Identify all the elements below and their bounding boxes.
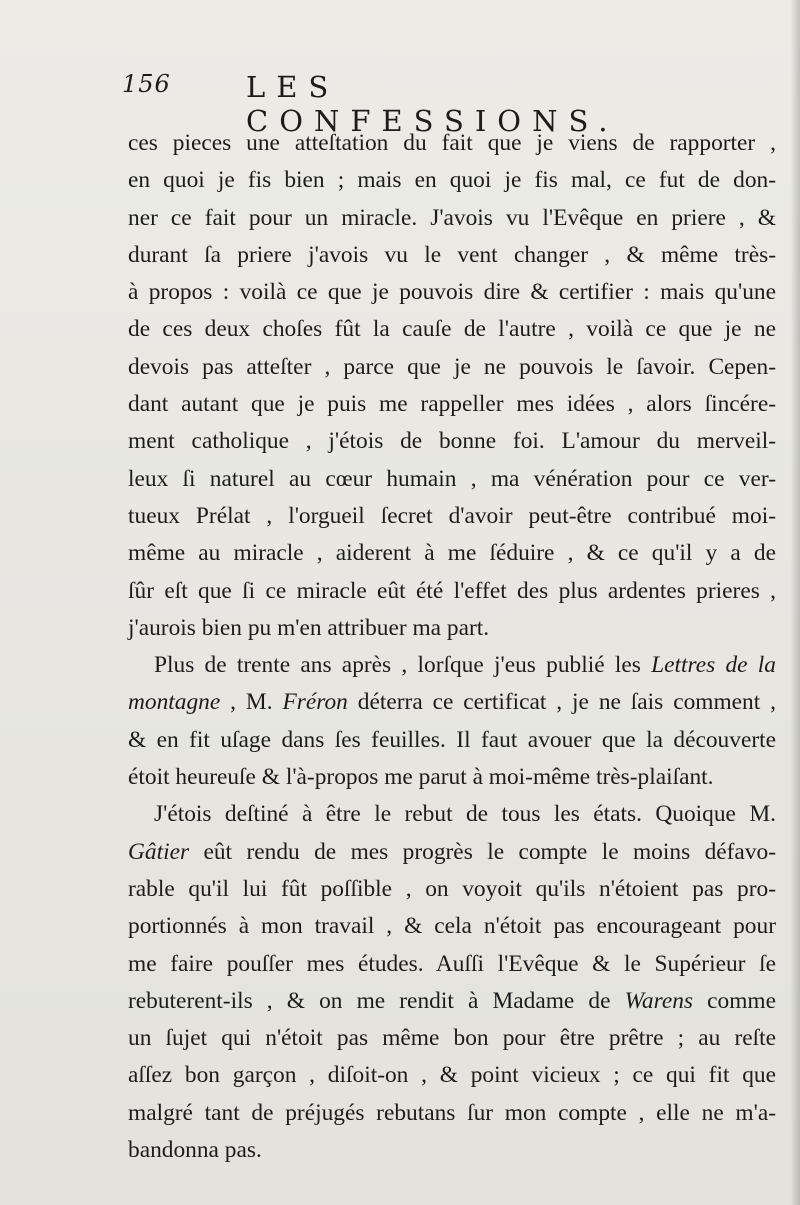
text-line: [128, 983, 776, 1020]
text-line: [128, 684, 776, 721]
text-run: rebuterent-ils , & on me rendit à Madame de: [128, 987, 625, 1014]
italic-name: Gâtier: [128, 838, 190, 865]
text-line: aſſez bon garçon , diſoit-on , & point vicieux ; ce qui fit que: [128, 1062, 776, 1089]
paragraph-3: [128, 796, 776, 1169]
text-run: , M.: [220, 689, 283, 716]
text-run: Plus de trente ans après , lorſque j'eus publié les: [154, 652, 652, 679]
text-line: ſûr eſt que ſi ce miracle eût été l'effet des plus ardentes prieres ,: [128, 577, 776, 604]
paragraph-1: [128, 125, 776, 647]
text-line: [128, 834, 776, 871]
page-header: [122, 60, 662, 138]
text-line: j'aurois bien pu m'en attribuer ma part.: [128, 614, 490, 641]
text-line: ces pieces une atteſtation du fait que je viens de rapporter ,: [128, 130, 776, 156]
text-line: & en fit uſage dans ſes feuilles. Il faut avouer que la découverte: [128, 726, 776, 753]
body-text: [128, 125, 776, 1169]
text-line: rable qu'il lui fût poſſible , on voyoit qu'ils n'étoient pas pro-: [128, 875, 776, 902]
text-line: ment catholique , j'étois de bonne foi. L'amour du merveil-: [128, 428, 776, 455]
text-line: en quoi je fis bien ; mais en quoi je fis mal, ce fut de don-: [128, 167, 776, 194]
text-line: ner ce fait pour un miracle. J'avois vu l'Evêque en priere , &: [128, 204, 776, 231]
text-line: un ſujet qui n'étoit pas même bon pour être prêtre ; au reſte: [128, 1025, 776, 1052]
text-run: comme: [693, 987, 776, 1014]
italic-name: Fréron: [282, 689, 348, 716]
text-line: leux ſi naturel au cœur humain , ma vénération pour ce ver-: [128, 465, 776, 492]
text-line: durant ſa priere j'avois vu le vent changer , & même très-: [128, 241, 776, 268]
text-line: [128, 647, 776, 684]
running-title: LES CONFESSIONS.: [246, 70, 619, 138]
text-run: eût rendu de mes progrès le compte le moins défavo-: [189, 838, 776, 865]
text-line: bandonna pas.: [128, 1137, 262, 1164]
text-line: J'étois deſtiné à être le rebut de tous les états. Quoique M.: [154, 801, 776, 828]
text-line: malgré tant de préjugés rebutans ſur mon compte , elle ne m'a-: [128, 1099, 776, 1126]
italic-title: Lettres de la: [651, 652, 776, 679]
text-line: devois pas atteſter , parce que je ne pouvois le ſavoir. Cepen-: [128, 353, 776, 380]
text-line: à propos : voilà ce que je pouvois dire & certifier : mais qu'une: [128, 279, 776, 306]
page-number: 156: [122, 70, 171, 98]
text-line: me faire pouſſer mes études. Auſſi l'Evêque & le Supérieur ſe: [128, 950, 776, 977]
paragraph-2: [128, 647, 776, 796]
italic-name: Warens: [624, 987, 694, 1014]
text-line: même au miracle , aiderent à me ſéduire , & ce qu'il y a de: [128, 540, 776, 567]
text-line: étoit heureuſe & l'à-propos me parut à moi-même très-plaiſant.: [128, 764, 714, 791]
text-line: de ces deux choſes fût la cauſe de l'autre , voilà ce que je ne: [128, 316, 776, 343]
text-run: déterra ce certificat , je ne ſais comment ,: [347, 689, 776, 716]
text-line: portionnés à mon travail , & cela n'étoit pas encourageant pour: [128, 913, 776, 940]
text-line: tueux Prélat , l'orgueil ſecret d'avoir peut-être contribué moi-: [128, 502, 776, 529]
text-line: dant autant que je puis me rappeller mes idées , alors ſincére-: [128, 391, 776, 418]
italic-title: montagne: [128, 689, 221, 716]
